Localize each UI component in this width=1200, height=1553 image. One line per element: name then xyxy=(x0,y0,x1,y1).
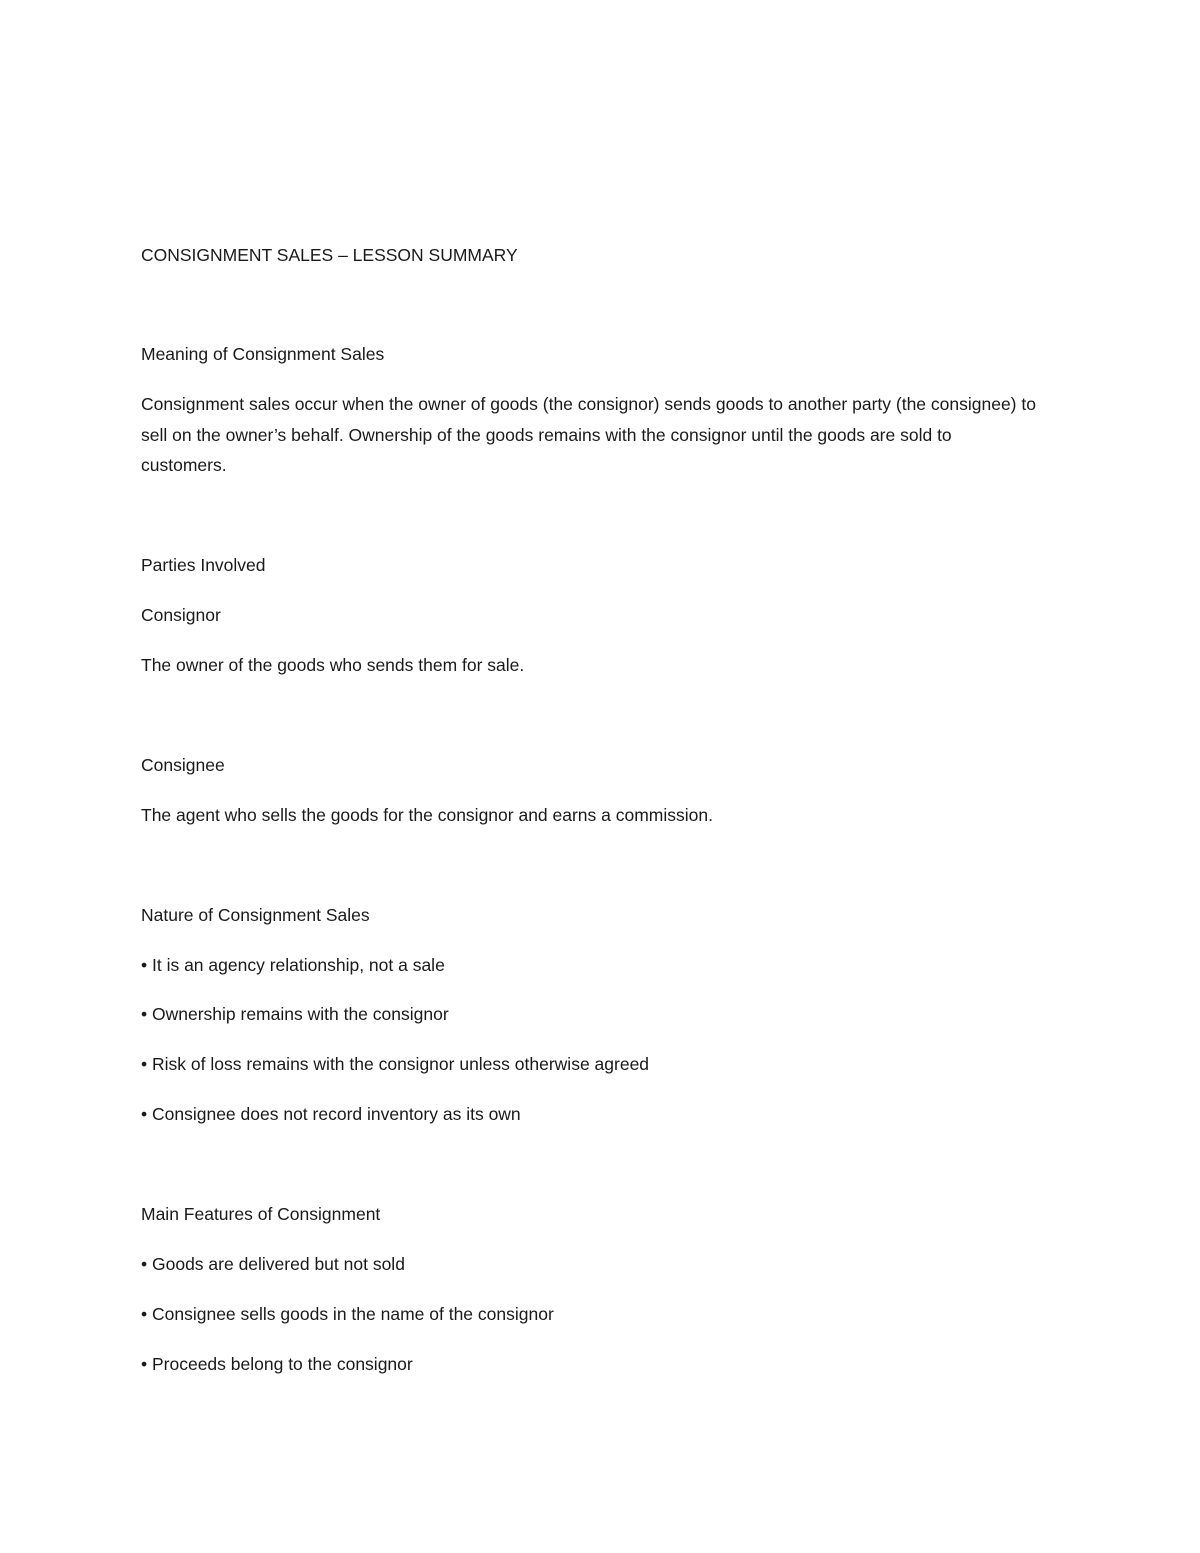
nature-bullet-item: • Ownership remains with the consignor xyxy=(141,1004,449,1024)
meaning-paragraph: Consignment sales occur when the owner of goods (the consignor) sends goods to another party (the consignee) to sell on the owner’s behalf. Ownership of the goods remains with the consignor until the goods are sold to customers. xyxy=(141,394,1036,475)
consignor-definition: The owner of the goods who sends them for sale. xyxy=(141,655,525,675)
section-heading-nature: Nature of Consignment Sales xyxy=(141,905,370,925)
section-heading-features: Main Features of Consignment xyxy=(141,1204,381,1224)
consignee-term: Consignee xyxy=(141,755,225,775)
section-heading-parties: Parties Involved xyxy=(141,555,266,575)
document-title: CONSIGNMENT SALES – LESSON SUMMARY xyxy=(141,245,518,265)
features-bullet-item: • Goods are delivered but not sold xyxy=(141,1254,405,1274)
nature-bullet-item: • Risk of loss remains with the consignor unless otherwise agreed xyxy=(141,1054,650,1074)
nature-bullet-item: • Consignee does not record inventory as its own xyxy=(141,1104,521,1124)
features-bullet-item: • Consignee sells goods in the name of the consignor xyxy=(141,1304,554,1324)
section-heading-meaning: Meaning of Consignment Sales xyxy=(141,344,385,364)
consignee-definition: The agent who sells the goods for the consignor and earns a commission. xyxy=(141,805,713,825)
consignor-term: Consignor xyxy=(141,605,221,625)
features-bullet-item: • Proceeds belong to the consignor xyxy=(141,1354,413,1374)
nature-bullet-item: • It is an agency relationship, not a sale xyxy=(141,955,445,975)
